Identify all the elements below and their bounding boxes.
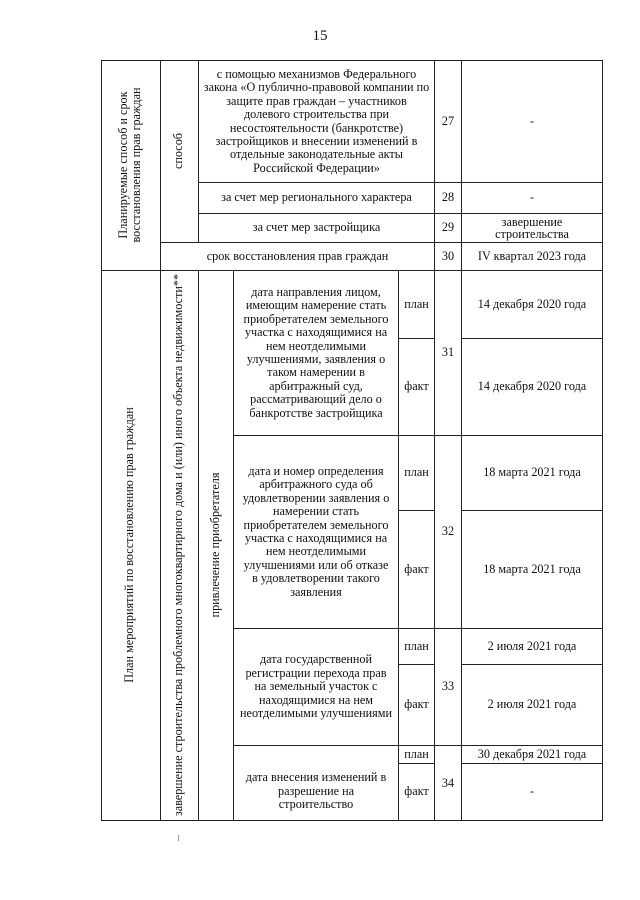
event-33-fact-label: факт <box>404 697 429 712</box>
event-33-plan-label: план <box>404 638 429 653</box>
completion-header: завершение строительства проблемного многоквартирного дома и (или) иного объекта недвижимости** <box>171 273 186 817</box>
event-33-text: дата государственной регистрации перехода прав на земельный участок с находящимися на нем неотделимыми улучшениями <box>240 652 392 721</box>
row-28-num: 28 <box>441 190 455 205</box>
row-30-num: 30 <box>441 248 455 263</box>
planned-method-header: Планируемые способ и срок восстановления прав граждан <box>115 87 143 243</box>
event-34-plan: 30 декабря 2021 года <box>477 746 587 761</box>
event-31-text: дата направления лицом, имеющим намерение стать приобретателем земельного участка с находящимися на нем неотделимыми улучшениями, заявления о таком намерении в арбитражный суд, рассматривающий дело о банкротстве застройщика <box>243 284 389 420</box>
event-33-plan: 2 июля 2021 года <box>487 638 577 653</box>
attraction-header: привлечение приобретателя <box>208 472 223 618</box>
event-33-fact: 2 июля 2021 года <box>487 697 577 712</box>
event-34-num: 34 <box>441 776 455 791</box>
row-29-text: за счет мер застройщика <box>252 220 381 235</box>
event-32-fact: 18 марта 2021 года <box>483 561 581 576</box>
row-30-value: IV квартал 2023 года <box>477 248 587 263</box>
event-31-fact-label: факт <box>404 379 429 394</box>
event-33-num: 33 <box>441 679 455 694</box>
row-27-text: с помощью механизмов Федерального закона «О публично-правовой компании по защите прав граждан – участников долевого строительства при несостоятельности (банкротстве) застройщиков и внесении изменений в отдельные законодательные акты Российской Федерации» <box>203 66 430 175</box>
event-31-plan-label: план <box>404 296 429 311</box>
event-32-fact-label: факт <box>404 561 429 576</box>
row-28-value: - <box>529 190 535 205</box>
event-34-fact: - <box>529 784 535 799</box>
event-32-plan: 18 марта 2021 года <box>483 465 581 480</box>
event-31-num: 31 <box>441 345 455 360</box>
event-31-fact: 14 декабря 2020 года <box>477 379 587 394</box>
row-30-text: срок восстановления прав граждан <box>206 248 389 263</box>
event-32-plan-label: план <box>404 465 429 480</box>
event-34-fact-label: факт <box>404 784 429 799</box>
event-34-text: дата внесения изменений в разрешение на строительство <box>245 770 387 812</box>
row-28-text: за счет мер регионального характера <box>221 190 412 205</box>
event-32-num: 32 <box>441 524 455 539</box>
row-27-num: 27 <box>441 113 455 128</box>
scan-mark <box>178 835 179 841</box>
method-header: способ <box>171 132 186 170</box>
row-29-num: 29 <box>441 220 455 235</box>
event-31-plan: 14 декабря 2020 года <box>477 296 587 311</box>
plan-measures-header: План мероприятий по восстановлению прав граждан <box>122 407 137 683</box>
event-34-plan-label: план <box>404 746 429 761</box>
row-27-value: - <box>529 113 535 128</box>
row-29-value: завершение строительства <box>495 214 569 241</box>
event-32-text: дата и номер определения арбитражного суда об удовлетворении заявления о намерении стать приобретателем земельного участка с находящимися на нем неотделимыми улучшениями или об отказе в удовлетворении такого заявления <box>242 463 390 599</box>
page-number: 15 <box>312 28 328 44</box>
